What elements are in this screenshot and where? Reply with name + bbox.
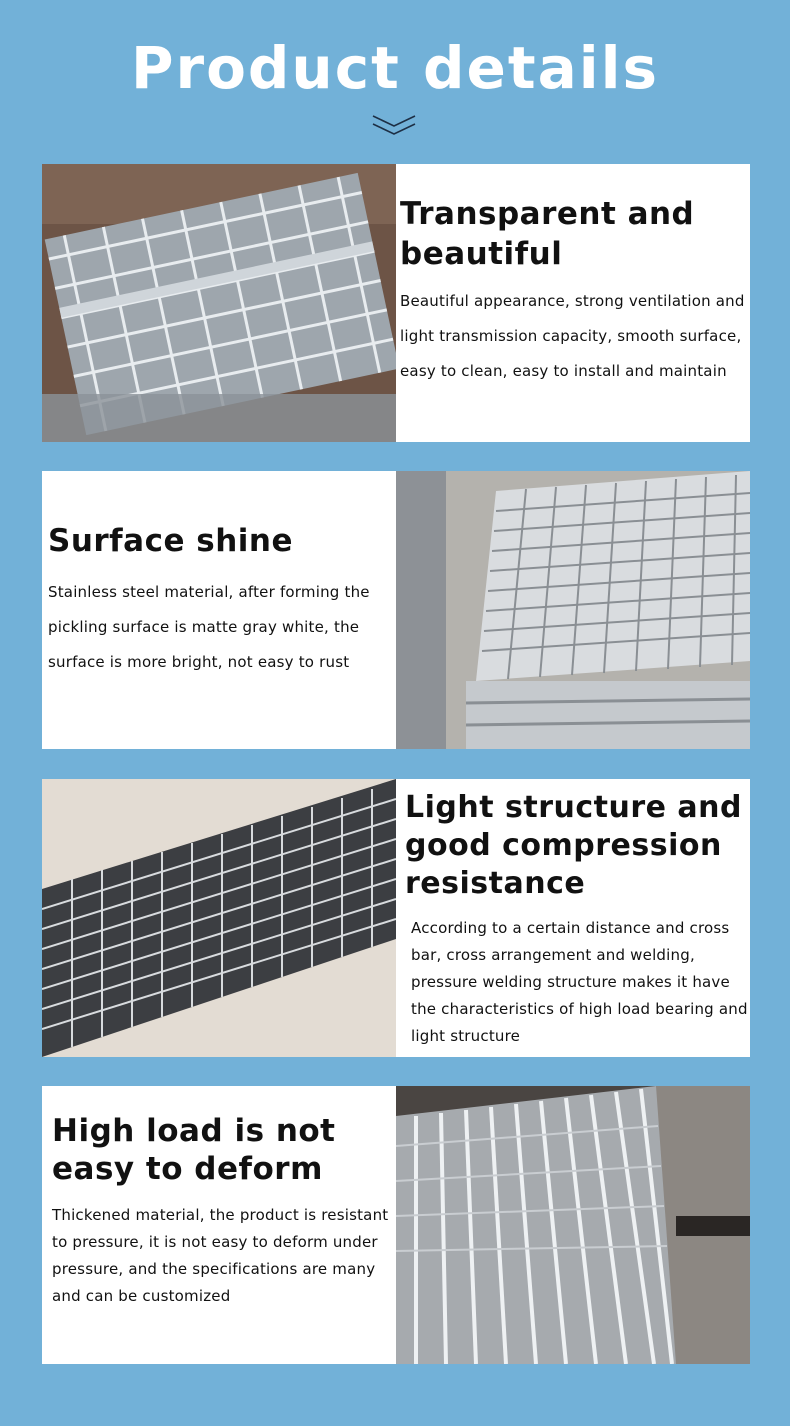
grating-closeup-image (396, 1086, 750, 1364)
section-description: Stainless steel material, after forming the pickling surface is matte gray white, the surface is more bright, not easy to rust (48, 583, 370, 671)
grating-row-image (42, 779, 396, 1057)
section-description: Beautiful appearance, strong ventilation and light transmission capacity, smooth surface, easy to clean, easy to install and maintain (400, 292, 745, 380)
grating-panels-image (396, 471, 750, 749)
section-description: Thickened material, the product is resistant to pressure, it is not easy to deform under pressure, and the specifications are many and can be customized (52, 1206, 389, 1305)
product-photo (42, 779, 396, 1057)
section-title: Surface shine (48, 523, 294, 559)
section-card (42, 164, 750, 442)
section-text (42, 1086, 396, 1364)
section-card (42, 1086, 750, 1364)
section-text (396, 779, 750, 1057)
product-photo (396, 1086, 750, 1364)
product-photo (396, 471, 750, 749)
page-title: Product details (130, 34, 660, 102)
section-title: High load is not easy to deform (52, 1113, 336, 1187)
section-card (42, 471, 750, 749)
section-card (42, 779, 750, 1057)
section-title: Light structure and good compression resistance (405, 790, 743, 901)
grating-stack-image (42, 164, 396, 442)
double-chevron-down-icon (371, 112, 417, 138)
section-description: According to a certain distance and cross bar, cross arrangement and welding, pressure welding structure makes it have the characteristics of high load bearing and light structure (411, 919, 748, 1045)
product-photo (42, 164, 396, 442)
section-text (396, 164, 750, 442)
section-title: Transparent and beautiful (400, 196, 695, 272)
section-text (42, 471, 396, 749)
